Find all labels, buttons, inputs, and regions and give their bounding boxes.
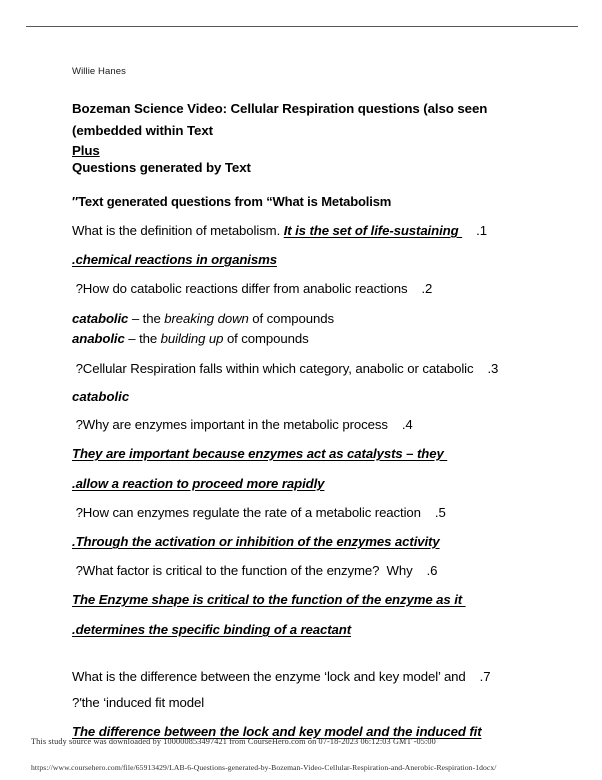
page-footer <box>31 736 576 772</box>
answer-6-line-1: The Enzyme shape is critical to the function of the enzyme as it <box>72 592 466 607</box>
document-title-block <box>72 98 534 177</box>
definition-tail-anabolic: of compounds <box>223 331 309 346</box>
definition-emphasis-anabolic: building up <box>160 331 224 346</box>
question-text-3: ?Cellular Respiration falls within which category, anabolic or catabolic <box>72 361 474 376</box>
question-row-5 <box>72 504 534 521</box>
question-number-1: .1 <box>476 223 487 238</box>
question-text-5: ?How can enzymes regulate the rate of a metabolic reaction <box>72 505 421 520</box>
question-row-7 <box>72 668 534 685</box>
definition-term-anabolic: anabolic <box>72 331 125 346</box>
answer-3: catabolic <box>72 389 130 404</box>
paragraph-spacer <box>72 639 534 657</box>
question-number-5: .5 <box>434 505 446 520</box>
title-plus-wrap <box>72 142 534 159</box>
question-text-4: ?Why are enzymes important in the metabolic process <box>72 417 388 432</box>
definition-catabolic <box>72 309 534 329</box>
question-number-7: .7 <box>479 669 491 684</box>
definition-tail-catabolic: of compounds <box>248 311 334 326</box>
title-plus: Plus <box>72 143 100 158</box>
question-text-1 <box>72 222 462 239</box>
answer-wrap-4b <box>72 475 534 493</box>
definition-dash-catabolic: – the <box>128 311 165 326</box>
definition-anabolic <box>72 329 534 349</box>
answer-continuation-1: .chemical reactions in organisms <box>72 252 277 267</box>
question-text-6: ?What factor is critical to the function of the enzyme? Why <box>72 563 413 578</box>
answer-5-line-1: .Through the activation or inhibition of the enzymes activity <box>72 534 440 549</box>
question-number-3: .3 <box>487 361 499 376</box>
question-text-7-line-2: ?′the ‘induced fit model <box>72 695 205 710</box>
question-number-2: .2 <box>421 281 433 296</box>
answer-7-line-1: The difference between the lock and key model and the induced fit <box>72 724 482 739</box>
source-url: https://www.coursehero.com/file/65913429/LAB-6-Questions-generated-by-Bozeman-Video-Cellular-Respiration-and-Anerobic-Respiration-1docx/ <box>31 763 497 772</box>
answer-wrap-1 <box>72 251 534 269</box>
inline-answer-1: It is the set of life-sustaining <box>283 223 463 238</box>
question-row-1 <box>72 222 534 239</box>
question-row-6 <box>72 562 534 579</box>
answer-4-line-1: They are important because enzymes act as catalysts – they <box>72 446 448 461</box>
question-row-7-continued <box>72 694 534 711</box>
page-top-divider <box>26 26 578 27</box>
question-row-3 <box>72 360 534 377</box>
question-prompt-1: What is the definition of metabolism. <box>72 223 284 238</box>
author-name: Willie Hanes <box>72 66 126 77</box>
question-number-4: .4 <box>401 417 413 432</box>
answer-wrap-4a <box>72 445 534 463</box>
document-body <box>72 66 534 741</box>
answer-wrap-5 <box>72 533 534 551</box>
title-line-1: Bozeman Science Video: Cellular Respiration questions (also seen <box>72 101 488 116</box>
title-line-4: Questions generated by Text <box>72 160 251 175</box>
question-row-2 <box>72 280 534 297</box>
definition-dash-anabolic: – the <box>124 331 161 346</box>
question-row-4 <box>72 416 534 433</box>
title-line-2: (embedded within Text <box>72 123 213 138</box>
question-text-7: What is the difference between the enzyme ‘lock and key model’ and <box>72 669 466 684</box>
answer-4-line-2: .allow a reaction to proceed more rapidly <box>72 476 325 491</box>
question-text-2: ?How do catabolic reactions differ from anabolic reactions <box>72 281 408 296</box>
definition-term-catabolic: catabolic <box>72 311 129 326</box>
definition-emphasis-catabolic: breaking down <box>164 311 249 326</box>
download-notice: This study source was downloaded by 100000853497421 from CourseHero.com on 07-18-2023 06:12:03 GMT -05:00 <box>31 737 436 746</box>
question-number-6: .6 <box>426 563 438 578</box>
answer-wrap-6a <box>72 591 534 609</box>
answer-6-line-2: .determines the specific binding of a reactant <box>72 622 351 637</box>
answer-wrap-6b <box>72 621 534 639</box>
section-heading: ″Text generated questions from “What is Metabolism <box>72 194 392 209</box>
